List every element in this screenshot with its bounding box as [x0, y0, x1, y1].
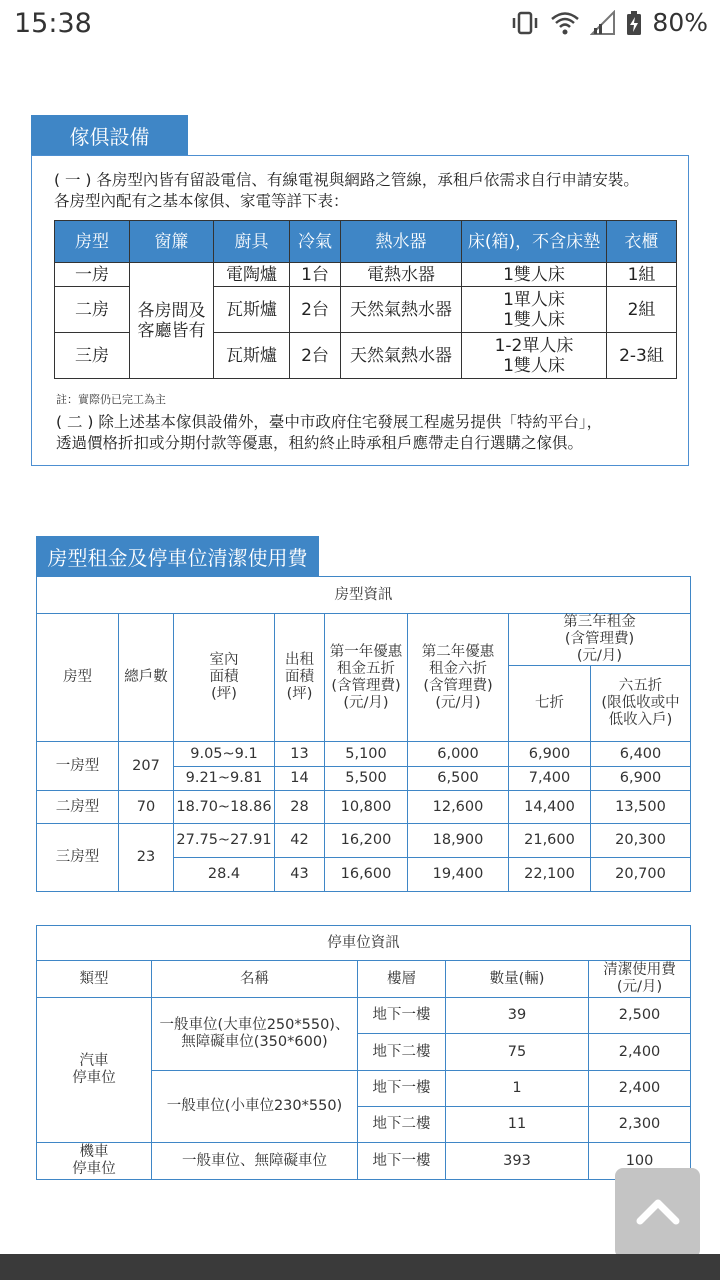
cleaning-fee: 2,500 — [589, 998, 691, 1034]
rent-area: 43 — [275, 858, 325, 892]
kitchen: 瓦斯爐 — [214, 287, 290, 333]
table-row — [37, 824, 691, 858]
furniture-header-row — [55, 221, 677, 263]
header-line: (含管理費) — [423, 677, 493, 694]
year3-rent-70: 14,400 — [509, 791, 591, 824]
header-line: 面積 — [209, 669, 239, 685]
year3-rent-65: 6,900 — [591, 767, 691, 791]
rent-area: 28 — [275, 791, 325, 824]
header-line: 六五折 — [618, 678, 663, 694]
wifi-icon — [550, 10, 580, 36]
bed-line-1: 1雙人床 — [503, 264, 565, 285]
furniture-section-title: 傢俱設備 — [31, 115, 188, 155]
car-parking-label — [37, 998, 152, 1143]
table-row — [55, 263, 677, 287]
year1-rent: 5,500 — [325, 767, 408, 791]
header-bed: 床(箱)，不含床墊 — [462, 221, 607, 263]
bed — [462, 263, 607, 287]
rent-section-title: 房型租金及停車位清潔使用費 — [36, 536, 319, 576]
label-line: 汽車 — [79, 1053, 109, 1069]
furniture-note: 註：實際仍已完工為主 — [56, 393, 166, 406]
indoor-area: 9.21~9.81 — [174, 767, 275, 791]
ac: 1台 — [290, 263, 341, 287]
year1-rent: 10,800 — [325, 791, 408, 824]
heater: 天然氣熱水器 — [341, 287, 462, 333]
parking-name — [152, 998, 358, 1071]
header-line: 租金六折 — [429, 660, 487, 677]
total-units: 207 — [119, 742, 174, 791]
cleaning-fee: 100 — [589, 1143, 691, 1180]
header-line: 租金五折 — [337, 660, 395, 677]
bed-line-2: 1雙人床 — [503, 355, 565, 376]
year1-rent: 16,600 — [325, 858, 408, 892]
header-room-type: 房型 — [37, 614, 119, 742]
year2-rent: 6,000 — [408, 742, 509, 767]
header-line: (含管理費) — [564, 631, 635, 647]
room-info-heading: 房型資訊 — [37, 577, 691, 614]
para2-line-2: 透過價格折扣或分期付款等優惠，租約終止時承租戶應帶走自行選購之傢俱。 — [56, 434, 584, 452]
header-line: (坪) — [211, 686, 237, 702]
indoor-area: 18.70~18.86 — [174, 791, 275, 824]
bed — [462, 287, 607, 333]
header-heater: 熱水器 — [341, 221, 462, 263]
year3-rent-65: 20,300 — [591, 824, 691, 858]
floor: 地下一樓 — [358, 1071, 446, 1107]
closet: 1組 — [607, 263, 677, 287]
room-type: 一房 — [55, 263, 130, 287]
heater: 電熱水器 — [341, 263, 462, 287]
quantity: 1 — [446, 1071, 589, 1107]
header-line: 清潔使用費 — [603, 962, 676, 978]
table-row — [37, 998, 691, 1034]
header-line: 第二年優惠 — [421, 643, 495, 660]
header-parking-name: 名稱 — [152, 961, 358, 998]
header-cleaning-fee — [589, 961, 691, 998]
furniture-section — [31, 155, 689, 466]
indoor-area: 9.05~9.1 — [174, 742, 275, 767]
year3-rent-70: 22,100 — [509, 858, 591, 892]
battery-icon — [626, 10, 642, 36]
rent-section-row — [37, 577, 691, 614]
header-line: (含管理費) — [331, 677, 401, 694]
furniture-table — [54, 220, 677, 379]
header-line: 第三年租金 — [563, 614, 636, 630]
intro-line-2: 各房型內配有之基本傢俱、家電等詳下表： — [54, 192, 349, 210]
year3-rent-65: 20,700 — [591, 858, 691, 892]
header-line: (元/月) — [616, 979, 663, 995]
header-line: 第一年優惠 — [329, 643, 403, 660]
scroll-to-top-button[interactable] — [615, 1168, 700, 1258]
cleaning-fee: 2,400 — [589, 1071, 691, 1107]
header-curtain: 窗簾 — [130, 221, 214, 263]
status-time: 15:38 — [14, 8, 92, 39]
year3-rent-65: 13,500 — [591, 791, 691, 824]
header-rent-area — [275, 614, 325, 742]
header-floor: 樓層 — [358, 961, 446, 998]
header-year3 — [509, 614, 691, 666]
parking-info-heading: 停車位資訊 — [37, 926, 691, 961]
year3-rent-65: 6,400 — [591, 742, 691, 767]
header-line: (坪) — [286, 686, 313, 702]
signal-icon — [590, 10, 616, 36]
chevron-up-icon — [635, 1196, 681, 1230]
name-line-2: 無障礙車位(350*600) — [181, 1034, 328, 1050]
header-line: (元/月) — [576, 648, 623, 664]
label-line: 停車位 — [72, 1070, 116, 1086]
header-line: 面積 — [285, 669, 314, 685]
header-line: 室內 — [209, 652, 239, 668]
header-total-units: 總戶數 — [119, 614, 174, 742]
rent-area: 13 — [275, 742, 325, 767]
room-type: 二房型 — [37, 791, 119, 824]
header-parking-type: 類型 — [37, 961, 152, 998]
year1-rent: 16,200 — [325, 824, 408, 858]
year3-rent-70: 6,900 — [509, 742, 591, 767]
header-indoor-area — [174, 614, 275, 742]
room-type: 三房型 — [37, 824, 119, 892]
header-ac: 冷氣 — [290, 221, 341, 263]
quantity: 39 — [446, 998, 589, 1034]
parking-table — [36, 925, 691, 1180]
name-line-1: 一般車位(小車位230*550) — [166, 1098, 343, 1114]
parking-section-row — [37, 926, 691, 961]
cleaning-fee: 2,300 — [589, 1107, 691, 1143]
room-type: 三房 — [55, 333, 130, 379]
year3-rent-70: 7,400 — [509, 767, 591, 791]
rent-area: 42 — [275, 824, 325, 858]
room-type: 二房 — [55, 287, 130, 333]
total-units: 23 — [119, 824, 174, 892]
battery-percent: 80% — [652, 8, 708, 37]
bed-line-2: 1雙人床 — [503, 309, 565, 330]
rent-header-row — [37, 614, 691, 666]
bed — [462, 333, 607, 379]
quantity: 75 — [446, 1034, 589, 1071]
status-bar — [0, 0, 720, 50]
year2-rent: 18,900 — [408, 824, 509, 858]
year2-rent: 19,400 — [408, 858, 509, 892]
name-line-1: 一般車位(大車位250*550)、 — [159, 1017, 350, 1033]
quantity: 393 — [446, 1143, 589, 1180]
table-row — [37, 742, 691, 767]
floor: 地下一樓 — [358, 1143, 446, 1180]
header-65-percent — [591, 666, 691, 742]
table-row — [37, 1143, 691, 1180]
year2-rent: 12,600 — [408, 791, 509, 824]
header-room-type: 房型 — [55, 221, 130, 263]
heater: 天然氣熱水器 — [341, 333, 462, 379]
year2-rent: 6,500 — [408, 767, 509, 791]
indoor-area: 27.75~27.91 — [174, 824, 275, 858]
status-icons — [510, 8, 708, 37]
furniture-paragraph-2 — [56, 412, 676, 454]
header-70-percent: 七折 — [509, 666, 591, 742]
quantity: 11 — [446, 1107, 589, 1143]
curtain-line-2: 客廳皆有 — [137, 320, 206, 341]
header-line: 低收入戶) — [608, 712, 673, 728]
header-year1 — [325, 614, 408, 742]
para2-line-1: ( 二 ) 除上述基本傢俱設備外，臺中市政府住宅發展工程處另提供「特約平台」， — [56, 413, 603, 431]
header-kitchen: 廚具 — [214, 221, 290, 263]
room-type: 一房型 — [37, 742, 119, 791]
total-units: 70 — [119, 791, 174, 824]
indoor-area: 28.4 — [174, 858, 275, 892]
parking-header-row — [37, 961, 691, 998]
ac: 2台 — [290, 333, 341, 379]
parking-name: 一般車位、無障礙車位 — [152, 1143, 358, 1180]
header-year2 — [408, 614, 509, 742]
bed-line-1: 1單人床 — [503, 289, 565, 310]
label-line: 機車 — [79, 1144, 109, 1160]
bed-line-1: 1-2單人床 — [494, 335, 574, 356]
header-line: (元/月) — [343, 694, 389, 711]
floor: 地下二樓 — [358, 1034, 446, 1071]
header-quantity: 數量(輛) — [446, 961, 589, 998]
rent-area: 14 — [275, 767, 325, 791]
label-line: 停車位 — [72, 1161, 116, 1177]
vibrate-icon — [510, 10, 540, 36]
header-line: (元/月) — [435, 694, 481, 711]
furniture-intro — [54, 170, 684, 212]
header-closet: 衣櫃 — [607, 221, 677, 263]
year1-rent: 5,100 — [325, 742, 408, 767]
closet: 2組 — [607, 287, 677, 333]
header-line: 出租 — [285, 652, 314, 668]
ac: 2台 — [290, 287, 341, 333]
floor: 地下一樓 — [358, 998, 446, 1034]
parking-name — [152, 1071, 358, 1143]
bottom-bar — [0, 1254, 720, 1280]
kitchen: 電陶爐 — [214, 263, 290, 287]
header-line: (限低收或中 — [601, 695, 680, 711]
year3-rent-70: 21,600 — [509, 824, 591, 858]
moto-parking-label — [37, 1143, 152, 1180]
closet: 2-3組 — [607, 333, 677, 379]
cleaning-fee: 2,400 — [589, 1034, 691, 1071]
floor: 地下二樓 — [358, 1107, 446, 1143]
intro-line-1: ( 一 ) 各房型內皆有留設電信、有線電視與網路之管線，承租戶依需求自行申請安裝。 — [54, 171, 639, 189]
kitchen: 瓦斯爐 — [214, 333, 290, 379]
curtain-line-1: 各房間及 — [137, 300, 206, 321]
curtain-cell — [130, 263, 214, 379]
table-row — [37, 791, 691, 824]
rent-table — [36, 576, 691, 892]
